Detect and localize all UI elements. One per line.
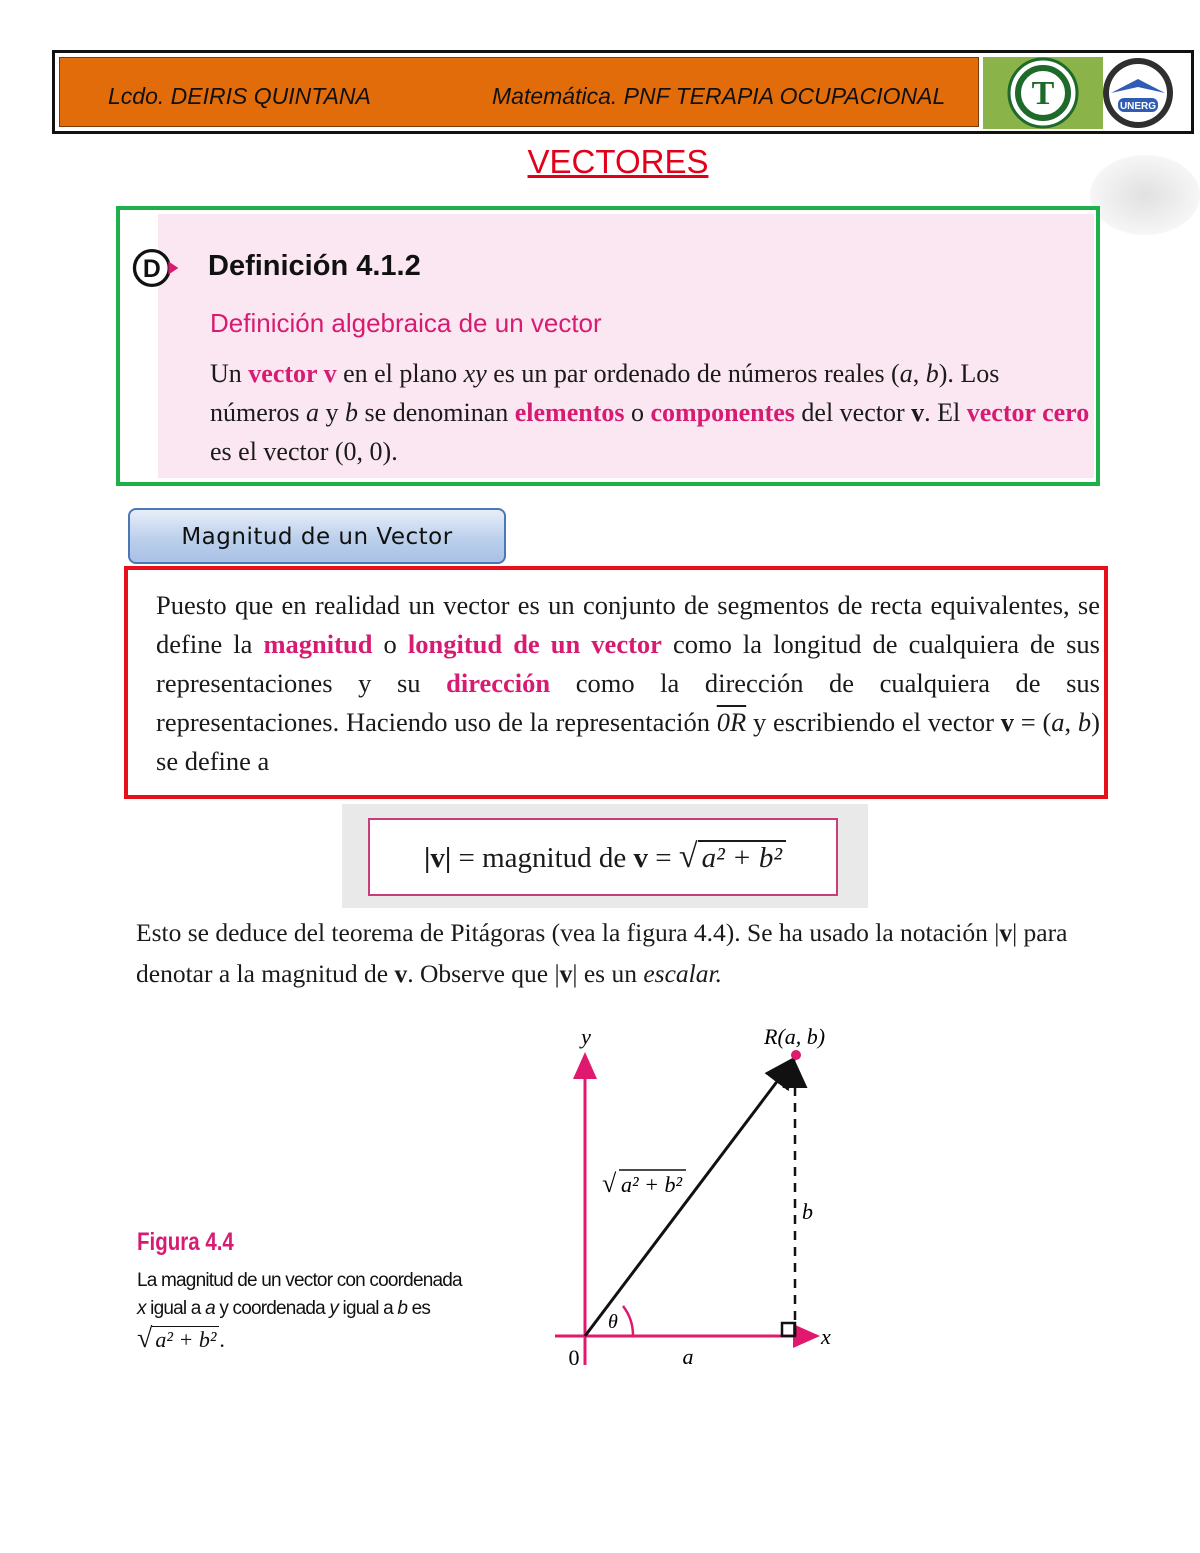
caption-text: . xyxy=(219,1327,225,1352)
point-label: R(a, b) xyxy=(764,1024,826,1049)
var-v: v xyxy=(633,842,649,874)
formula-box xyxy=(368,818,838,896)
angle-arc xyxy=(623,1306,633,1336)
text: = ( xyxy=(1013,707,1052,737)
text: o xyxy=(372,629,408,659)
text: como la dirección de cualquiera de sus representaciones. Haciendo uso de la representación xyxy=(156,668,1100,737)
var-x: x xyxy=(137,1298,146,1319)
text: , xyxy=(912,359,926,388)
text: Un xyxy=(210,359,249,388)
hyp-label: a² + b² xyxy=(621,1172,683,1197)
definition-subtitle: Definición algebraica de un vector xyxy=(210,308,602,338)
definition-body xyxy=(210,354,1094,471)
vector-arrow xyxy=(585,1063,791,1336)
definition-box xyxy=(116,206,1100,486)
text: . El xyxy=(924,398,967,427)
angle-label: θ xyxy=(608,1311,618,1333)
author-name: Lcdo. DEIRIS QUINTANA xyxy=(108,83,371,109)
formula-lhs: |v| xyxy=(423,842,452,874)
keyword-componentes: componentes xyxy=(650,398,795,427)
logo-right-inner xyxy=(1109,64,1167,122)
page-title: VECTORES xyxy=(527,143,709,180)
keyword-vector-cero: vector cero xyxy=(966,398,1090,427)
text: Puesto que en realidad un vector es un conjunto de segmentos de recta equivalentes, se define la xyxy=(156,590,1100,659)
text: o xyxy=(624,398,651,427)
definition-badge-letter: D xyxy=(142,256,161,284)
course-name: Matemática. PNF TERAPIA OCUPACIONAL xyxy=(492,83,946,109)
caption-text: es xyxy=(407,1298,431,1319)
logos xyxy=(981,57,1187,129)
explanation-paragraph xyxy=(136,912,1086,994)
var-v: v xyxy=(999,918,1013,947)
caption-radicand: a² + b² xyxy=(152,1326,219,1352)
sqrt-symbol: √ xyxy=(137,1323,153,1354)
text: es el vector (0, 0). xyxy=(210,437,398,466)
text: | es un xyxy=(572,959,644,988)
sqrt-symbol: √ xyxy=(678,838,698,875)
var-b: b xyxy=(925,359,939,388)
figure-caption xyxy=(137,1267,467,1323)
hyp-sqrt-symbol: √ xyxy=(602,1169,617,1198)
var-xy: xy xyxy=(463,359,487,388)
var-a: a xyxy=(1051,707,1065,737)
caption-formula xyxy=(137,1323,225,1355)
side-b-label: b xyxy=(802,1199,813,1224)
vector-diagram xyxy=(540,1020,860,1380)
logo-left-letter: T xyxy=(1031,75,1055,112)
y-axis-label: y xyxy=(581,1024,591,1049)
caption-text: La magnitud de un vector con coordenada xyxy=(137,1270,462,1291)
var-v: v xyxy=(559,959,573,988)
keyword-elementos: elementos xyxy=(514,398,625,427)
header-band xyxy=(59,57,979,127)
var-v: v xyxy=(394,959,408,988)
var-a: a xyxy=(899,359,913,388)
logo-right-label: UNERG xyxy=(1119,101,1157,112)
keyword-vector-v: vector v xyxy=(248,359,337,388)
definition-heading: Definición 4.1.2 xyxy=(208,250,421,282)
var-b: b xyxy=(1077,707,1092,737)
text: en el plano xyxy=(336,359,464,388)
text: ). Los números xyxy=(210,359,1000,427)
text: del vector xyxy=(794,398,912,427)
var-v: v xyxy=(911,398,925,427)
magnitude-text xyxy=(156,586,1100,781)
figure-title: Figura 4.4 xyxy=(137,1228,234,1256)
x-axis-label: x xyxy=(821,1324,831,1349)
var-v: v xyxy=(1000,707,1014,737)
formula-text: = xyxy=(648,842,679,874)
caption-text: y coordenada xyxy=(214,1298,330,1319)
var-y: y xyxy=(329,1298,339,1319)
word-escalar: escalar. xyxy=(643,959,722,988)
formula-text: = magnitud de xyxy=(451,842,634,874)
keyword-longitud: longitud de un vector xyxy=(407,629,662,659)
text: es un par ordenado de números reales ( xyxy=(486,359,900,388)
var-a: a xyxy=(205,1298,215,1319)
magnitude-section-tab: Magnitud de un Vector xyxy=(128,508,506,564)
logos-svg xyxy=(981,57,1187,129)
text: se denominan xyxy=(358,398,515,427)
text: , xyxy=(1064,707,1078,737)
text: | para denotar a la magnitud de xyxy=(136,918,1068,988)
definition-badge-icon xyxy=(132,244,180,292)
text: como la longitud de cualquiera de sus representaciones y su xyxy=(156,629,1100,698)
text: ) se define a xyxy=(156,707,1100,776)
right-angle-mark xyxy=(782,1323,795,1336)
keyword-magnitud: magnitud xyxy=(263,629,373,659)
formula-radicand: a² + b² xyxy=(698,840,786,874)
origin-label: 0 xyxy=(568,1345,580,1370)
page-header xyxy=(52,50,1194,134)
text: Esto se deduce del teorema de Pitágoras (vea la figura 4.4). Se ha usado la notación | xyxy=(136,918,1000,947)
caption-text: igual a xyxy=(338,1298,398,1319)
decorative-shadow xyxy=(1090,155,1200,235)
keyword-direccion: dirección xyxy=(446,668,551,698)
text: . Observe que | xyxy=(407,959,560,988)
magnitude-box xyxy=(124,566,1108,799)
var-b: b xyxy=(397,1298,408,1319)
caption-text: igual a xyxy=(145,1298,206,1319)
representation-0r: 0R xyxy=(716,707,747,737)
var-a: a xyxy=(306,398,320,427)
text: y xyxy=(319,398,346,427)
text: y escribiendo el vector xyxy=(746,707,1001,737)
var-b: b xyxy=(345,398,359,427)
magnitude-formula xyxy=(370,820,840,894)
formula-panel xyxy=(342,804,868,908)
side-a-label: a xyxy=(682,1344,694,1369)
point-r xyxy=(791,1050,801,1060)
